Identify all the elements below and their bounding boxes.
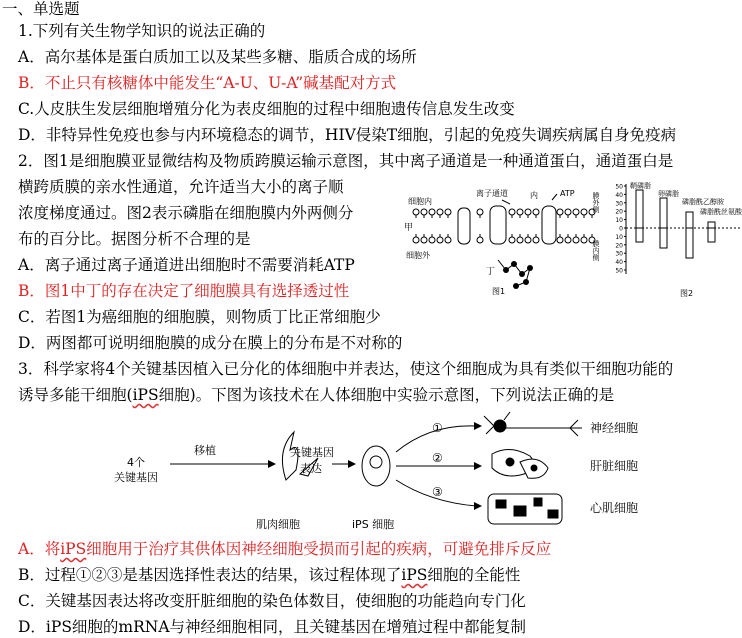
fig3-liver-label: 肝脏细胞	[590, 459, 639, 473]
fig2-caption: 图2	[680, 289, 694, 298]
phospholipid-head	[517, 237, 523, 243]
phospholipid-head	[421, 209, 427, 215]
phospholipid-head	[533, 237, 539, 243]
phospholipid-head	[509, 237, 515, 243]
q3-stem-ips: iPS	[132, 386, 159, 404]
fig2-tick-label: 30	[615, 200, 623, 208]
figure3-ips-diagram	[100, 410, 660, 536]
phospholipid-head	[533, 209, 539, 215]
fig1-label-atp: ATP	[560, 189, 575, 198]
heart-cell-shape	[488, 494, 562, 524]
q1-option-a: A．高尔基体是蛋白质加工以及某些多糖、脂质合成的场所	[18, 48, 417, 66]
phospholipid-head	[565, 237, 571, 243]
fig3-nerve-label: 神经细胞	[590, 421, 639, 435]
phospholipid-head	[509, 209, 515, 215]
q3-stem-line2	[18, 384, 614, 406]
q3-stem-pre: 诱导多能干细胞(	[18, 386, 133, 404]
q3-option-d: D．iPS细胞的mRNA与神经细胞相同，且关键基因在增殖过程中都能复制	[18, 618, 527, 636]
q2-stem-line1: 2．图1是细胞膜亚显微结构及物质跨膜运输示意图，其中离子通道是一种通道蛋白，通道蛋白是	[18, 152, 674, 170]
fig3-transplant-label: 移植	[194, 444, 216, 457]
q1-option-c: C.人皮肤生发层细胞增殖分化为表皮细胞的过程中细胞遗传信息发生改变	[18, 100, 515, 118]
phospholipid-head	[573, 237, 579, 243]
fig2-legend-3: 磷脂酰乙醇胺	[682, 198, 724, 206]
q3-a-post: 细胞用于治疗其供体因神经细胞受损而引起的疾病，可避免排斥反应	[86, 540, 552, 558]
q2-option-c: C．若图1为癌细胞的细胞膜，则物质丁比正常细胞少	[18, 308, 381, 326]
q3-b-post: 细胞的全能性	[427, 566, 521, 584]
fig2-ticks	[615, 184, 626, 275]
q3-option-c: C．关键基因表达将改变肝脏细胞的染色体数目，使细胞的功能趋向专门化	[18, 592, 526, 610]
phospholipid-head	[429, 237, 435, 243]
fig2-tick-label: 10	[615, 217, 623, 225]
q2-option-a: A．离子通过离子通道进出细胞时不需要消耗ATP	[18, 256, 355, 274]
phospholipid-head	[477, 209, 483, 215]
q3-stem-line1: 3．科学家将4个关键基因植入已分化的体细胞中并表达，使这个细胞成为具有类似干细胞功能的	[18, 360, 674, 378]
q3-option-b	[18, 564, 520, 586]
fig1-caption: 图1	[492, 287, 506, 296]
q2-stem-line4: 布的百分比。据图分析不合理的是	[18, 230, 251, 248]
fig2-ylabel-top: 膜外侧	[592, 192, 600, 213]
q1-option-b: B．不止只有核糖体中能发生“A-U、U-A”碱基配对方式	[18, 74, 397, 92]
fig2-tick-label: 30	[615, 250, 623, 258]
q2-option-d: D．两图都可说明细胞膜的成分在膜上的分布是不对称的	[18, 334, 403, 352]
q3-a-ips: iPS	[60, 540, 87, 558]
q2-stem-line3: 浓度梯度通过。图2表示磷脂在细胞膜内外两侧分	[18, 204, 354, 222]
fig2-legend-1: 鞘磷脂	[630, 182, 651, 190]
fig1-label-outside: 细胞外	[406, 251, 430, 260]
phospholipid-head	[581, 237, 587, 243]
phospholipid-head	[445, 209, 451, 215]
fig2-tick-label: 50	[615, 183, 623, 191]
phospholipid-head	[525, 209, 531, 215]
fig2-tick-label: 20	[615, 242, 623, 250]
q3-b-ips: iPS	[401, 566, 428, 584]
q1-option-d: D．非特异性免疫也参与内环境稳态的调节，HIV侵染T细胞，引起的免疫失调疾病属自身免疫病	[18, 126, 677, 144]
phospholipid-head	[421, 237, 427, 243]
phospholipid-head	[525, 237, 531, 243]
q3-option-a	[18, 538, 551, 560]
phospholipid-head	[517, 209, 523, 215]
fig3-genes-label: 4个关键基因	[114, 456, 158, 484]
figure1-membrane	[402, 182, 600, 300]
q3-stem-post: 细胞)。下图为该技术在人体细胞中实验示意图，下列说法正确的是	[158, 386, 615, 404]
fig3-path-1: ①	[432, 421, 443, 435]
fig2-tick-label: 40	[615, 259, 623, 267]
phospholipid-head	[437, 237, 443, 243]
phospholipid-head	[413, 209, 419, 215]
q1-stem: 1.下列有关生物学知识的说法正确的	[18, 22, 266, 40]
section-title: 一、单选题	[2, 0, 80, 18]
fig1-label-ding: 丁	[486, 267, 496, 277]
fig2-tick-label: 10	[615, 233, 623, 241]
liver-cell-shape	[492, 449, 548, 478]
fig2-legend-4: 磷脂酰丝氨酸	[700, 208, 742, 216]
phospholipid-head	[413, 237, 419, 243]
phospholipid-head	[445, 237, 451, 243]
phospholipid-head	[437, 209, 443, 215]
q2-stem-line2: 横跨质膜的亲水性通道，允许适当大小的离子顺	[18, 178, 344, 196]
q2-option-b: B．图1中丁的存在决定了细胞膜具有选择透过性	[18, 282, 350, 300]
fig2-tick-label: 50	[615, 267, 623, 275]
fig3-path-3: ③	[432, 485, 443, 499]
phospholipid-head	[581, 209, 587, 215]
figure2-lipid-distribution	[592, 178, 742, 300]
fig1-label-nei: 内	[530, 191, 538, 200]
nerve-cell-shape	[484, 412, 582, 436]
fig2-tick-label: 40	[615, 191, 623, 199]
fig3-expression-label: 关键基因表达	[290, 446, 334, 475]
fig2-legend-2: 卵磷脂	[658, 190, 679, 198]
phospholipid-head	[557, 209, 563, 215]
fig3-heart-label: 心肌细胞	[590, 501, 639, 515]
fig3-path-2: ②	[432, 451, 443, 465]
fig2-ylabel-bottom: 膜内侧	[592, 240, 600, 261]
fig1-label-ion-channel: 离子通道	[476, 189, 508, 198]
phospholipid-head	[573, 209, 579, 215]
phospholipid-head	[477, 237, 483, 243]
fig2-tick-label: 0	[619, 225, 623, 233]
phospholipid-head	[429, 209, 435, 215]
fig3-muscle-label: 肌肉细胞	[256, 518, 300, 531]
fig1-label-inside: 细胞内	[408, 197, 432, 206]
q3-a-pre: A．将	[18, 540, 61, 558]
fig3-ips-label: iPS 细胞	[352, 518, 395, 531]
phospholipid-head	[557, 237, 563, 243]
fig2-tick-label: 20	[615, 208, 623, 216]
phospholipid-head	[565, 209, 571, 215]
q3-b-pre: B．过程①②③是基因选择性表达的结果，该过程体现了	[18, 566, 402, 584]
fig1-label-jia: 甲	[404, 223, 414, 233]
